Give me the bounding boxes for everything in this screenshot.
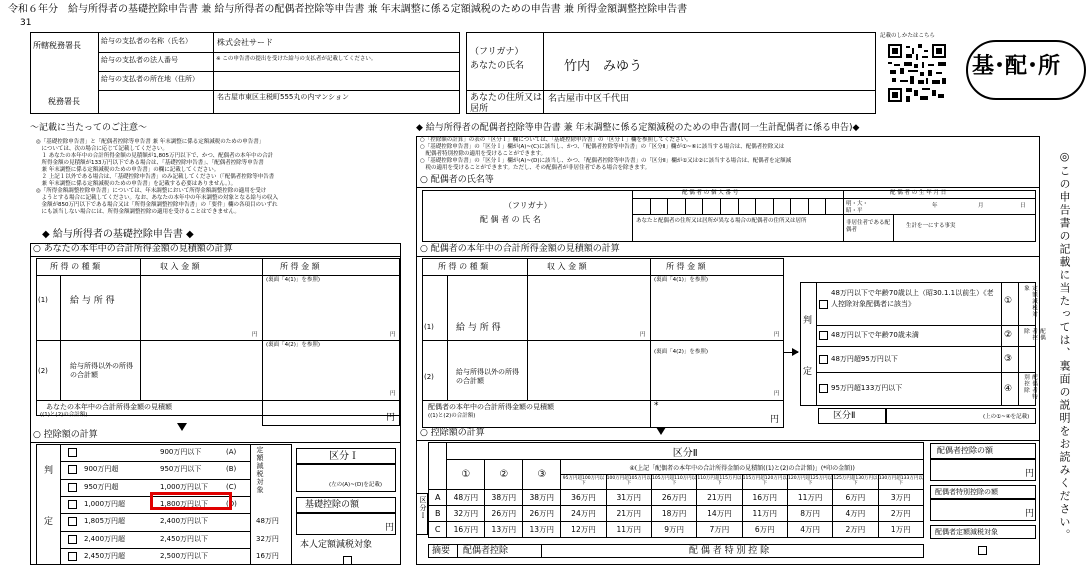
bracket-divider bbox=[60, 531, 250, 532]
arrow-down-icon bbox=[656, 427, 666, 435]
grid-cell: 1万円 bbox=[878, 522, 923, 538]
grid-cell: 14万円 bbox=[697, 506, 742, 522]
spouse-set: 定 bbox=[803, 367, 813, 377]
right-special-yen: 円 bbox=[1025, 509, 1035, 519]
spouse-col-amount: 所 得 金 額 bbox=[666, 262, 706, 271]
class2-note: (上の①~④を記載) bbox=[983, 414, 1030, 420]
self-flat-checkbox[interactable] bbox=[343, 556, 352, 565]
spouse-judge: 判 bbox=[803, 316, 813, 326]
note-line: ◎「所得金額調整控除申告書」については、年末調整において所得金額調整控除の適用を受け bbox=[36, 188, 267, 194]
class1-box[interactable] bbox=[296, 448, 396, 464]
bracket-mark: (B) bbox=[226, 465, 237, 473]
grid-row bbox=[429, 506, 924, 522]
mynumber-cell-divider bbox=[667, 198, 668, 214]
basic-deduct-title: ○ 控除額の計算 bbox=[33, 430, 98, 440]
side-flat-label: 定額減税対象 bbox=[1023, 285, 1037, 318]
class2-field[interactable] bbox=[886, 408, 1036, 424]
arrow-right-icon bbox=[792, 348, 799, 356]
grid-cell: 11万円 bbox=[606, 522, 651, 538]
basic-row2-num: (2) bbox=[38, 367, 48, 375]
bracket-low: 2,400万円超 bbox=[84, 535, 126, 543]
basic-total-field[interactable] bbox=[262, 400, 400, 426]
addr-diff-label: あなたと配偶者の住所又は居所が異なる場合の配偶者の住所又は居所 bbox=[636, 218, 807, 224]
grid-cell: 26万円 bbox=[651, 490, 696, 506]
spouse-note-line: ○「基礎控除申告書」の「区分Ｉ」欄が(A)~(D)に該当し、かつ、「配偶者控除等申告書」の「区分Ⅱ」欄が①又は②に該当する場合は、配偶者を定額減 bbox=[420, 158, 792, 164]
bracket-low: 2,450万円超 bbox=[84, 552, 126, 560]
note-line: 所得金額の見積額が133万円以下である場合は、「基礎控除申告書」、「配偶者控除等申告書 bbox=[36, 160, 264, 166]
grid-cell: 4万円 bbox=[787, 522, 832, 538]
bracket-low: 1,805万円超 bbox=[84, 517, 126, 525]
basic-row1-yen: 円 bbox=[390, 332, 396, 338]
bracket-mark: 48万円 bbox=[256, 517, 279, 525]
mynumber-header: 配 偶 者 の 個 人 番 号 bbox=[682, 190, 739, 196]
grid-cell: 2万円 bbox=[878, 506, 923, 522]
grid-cell: 2万円 bbox=[833, 522, 878, 538]
grid-subcol: 115万円超120万円以下 bbox=[742, 475, 787, 490]
grid-circle: ① bbox=[447, 460, 485, 490]
right-deduct-field[interactable] bbox=[930, 459, 1036, 481]
spouse-row2-label: 給与所得以外の所得の合計額 bbox=[456, 368, 519, 386]
cond4-mark: ④ bbox=[1004, 384, 1013, 394]
note-line: ２ 上記１以外である場合は、「基礎控除申告書」のみ記載してください（「配偶者控除等申告書 bbox=[36, 174, 275, 180]
right-flat-checkbox[interactable] bbox=[978, 546, 987, 555]
basic-row2-ref: (裏面「4(2)」を参照) bbox=[266, 342, 321, 348]
bracket-high: 1,800万円以下 bbox=[160, 500, 209, 508]
grid-subcol: 125万円超130万円以下 bbox=[833, 475, 878, 490]
bracket-divider bbox=[60, 548, 250, 549]
tax-office-label: 税務署長 bbox=[48, 97, 80, 106]
grid-cell: 11万円 bbox=[742, 506, 787, 522]
side-note: ◎この申告書の記載に当たっては、裏面の説明をお読みください。 bbox=[1058, 150, 1071, 542]
summary-label: 摘要 bbox=[432, 546, 451, 556]
grid-cell: 13万円 bbox=[485, 522, 523, 538]
spouse-furigana: （フリガナ） bbox=[504, 201, 552, 210]
grid-cell: 7万円 bbox=[697, 522, 742, 538]
bracket-high: 2,500万円以下 bbox=[160, 552, 209, 560]
spouse-row1-yen-income: 円 bbox=[640, 332, 646, 338]
bracket-mark: (D) bbox=[226, 500, 237, 508]
note-line: １ あなたの本年中の合計所得金額の見積額が1,805万円以下で、かつ、配偶者の本年中の合計 bbox=[36, 153, 274, 159]
grid-row-key: A bbox=[429, 490, 447, 506]
spouse-row2-yen: 円 bbox=[774, 391, 780, 397]
judge-label: 判 bbox=[44, 466, 54, 476]
summary-deduct: 配偶者控除 bbox=[463, 546, 509, 556]
bracket-low: 1,000万円超 bbox=[84, 500, 126, 508]
grid-cell: 48万円 bbox=[447, 490, 485, 506]
note-line: については、次の場合に応じて記載してください。 bbox=[36, 146, 168, 152]
grid-cell: 8万円 bbox=[787, 506, 832, 522]
class1-label: 区分Ｉ bbox=[329, 451, 359, 462]
cond3-checkbox[interactable] bbox=[819, 355, 828, 364]
day-label: 日 bbox=[1020, 203, 1026, 209]
mynumber-cell-divider bbox=[755, 198, 756, 214]
payer-addr-value[interactable]: 名古屋市東区主税町555丸の内マンション bbox=[217, 93, 350, 101]
grid-cell: 21万円 bbox=[606, 506, 651, 522]
payer-name-value[interactable]: 株式会社サード bbox=[217, 38, 273, 47]
grid-cell: 9万円 bbox=[651, 522, 696, 538]
bracket-checkbox[interactable] bbox=[68, 483, 77, 492]
grid-cell: 18万円 bbox=[651, 506, 696, 522]
qr-caption: 記載のしかたはこちら bbox=[880, 33, 936, 39]
grid-subcol: 110万円超115万円以下 bbox=[697, 475, 742, 490]
basic-col-kind: 所 得 の 種 類 bbox=[50, 262, 101, 271]
bracket-checkbox[interactable] bbox=[68, 552, 77, 561]
payer-name-label: 給与の支払者の名称（氏名） bbox=[101, 37, 192, 45]
spouse-section-title: ◆ 給与所得者の配偶者控除等申告書 兼 年末調整に係る定額減税のための申告書(同一生計配偶者に係る申告)◆ bbox=[416, 123, 860, 133]
right-deduct-header bbox=[930, 443, 1036, 459]
bracket-mark: 32万円 bbox=[256, 535, 279, 543]
spouse-total-yen: 円 bbox=[770, 415, 780, 425]
cond4-text: 95万円超133万円以下 bbox=[831, 384, 903, 392]
basic-amount-label: 基礎控除の額 bbox=[305, 500, 360, 510]
notes-title: ～記載に当たってのご注意～ bbox=[30, 123, 148, 133]
grid-cell: 4万円 bbox=[833, 506, 878, 522]
mynumber-cell-divider bbox=[773, 198, 774, 214]
grid-cell: 11万円 bbox=[787, 490, 832, 506]
spouse-name-label: 配 偶 者 の 氏 名 bbox=[480, 215, 541, 224]
bracket-mark: (C) bbox=[226, 483, 237, 491]
summary-row bbox=[428, 544, 924, 558]
grid-row-key: C bbox=[429, 522, 447, 538]
note-line: ようとする場合に記載してください。なお、あなたの本年中の年末調整の対象となる給与の収入 bbox=[36, 195, 279, 201]
grid-circle: ② bbox=[485, 460, 523, 490]
spouse-row1-label: 給 与 所 得 bbox=[456, 323, 501, 333]
bracket-checkbox[interactable] bbox=[68, 465, 77, 474]
bracket-mark: (A) bbox=[226, 448, 237, 456]
grid-cell: 31万円 bbox=[606, 490, 651, 506]
grid-cell: 26万円 bbox=[523, 506, 561, 522]
class2-box[interactable] bbox=[818, 408, 886, 424]
office-label: 所轄税務署長 bbox=[33, 41, 81, 50]
year-label: 年 bbox=[932, 203, 938, 209]
grid-cell: 38万円 bbox=[485, 490, 523, 506]
bracket-checkbox[interactable] bbox=[68, 448, 77, 457]
spouse-note-line: 税の適用を受けることができます。ただし、その配偶者が非居住者である場合を除きます。 bbox=[420, 165, 651, 171]
summary-special: 配 偶 者 特 別 控 除 bbox=[689, 546, 770, 556]
mynumber-cell-divider bbox=[808, 198, 809, 214]
right-flat-label: 配偶者定額減税対象 bbox=[935, 528, 998, 536]
grid-subcol: 130万円超133万円以下 bbox=[878, 475, 923, 490]
grid-subcol: 100万円超105万円以下 bbox=[606, 475, 651, 490]
name-value[interactable]: 竹内 みゆう bbox=[564, 59, 643, 74]
grid-subcol: 95万円超100万円以下 bbox=[561, 475, 606, 490]
basic-col-amount: 所 得 金 額 bbox=[280, 262, 320, 271]
bracket-high: 2,450万円以下 bbox=[160, 535, 209, 543]
right-special-header bbox=[930, 485, 1036, 499]
set-label: 定 bbox=[44, 517, 54, 527]
class1-field[interactable] bbox=[296, 464, 396, 492]
furigana-label: （フリガナ） bbox=[470, 47, 524, 57]
basic-section-title: ◆ 給与所得者の基礎控除申告書 ◆ bbox=[42, 229, 194, 240]
bracket-divider bbox=[60, 479, 250, 480]
spouse-note-line: ○「控除額の計算」の表の「区分Ｉ」欄については、「基礎控除申告書」の「区分Ｉ」欄を参照してください。 bbox=[420, 137, 692, 143]
payer-corp-label: 給与の支払者の法人番号 bbox=[101, 56, 178, 64]
basic-total-label: あなたの本年中の合計所得金額の見積額 bbox=[46, 403, 172, 411]
note-line: 兼 年末調整に係る定額減税のための申告書」を記載する必要はありません。）。 bbox=[36, 181, 237, 187]
spouse-row2-ref: (裏面「4(2)」を参照) bbox=[654, 349, 709, 355]
spouse-note-line: 配偶者特別控除の適用を受けることができます。 bbox=[420, 151, 547, 157]
cond1-text: 48万円以下で年齢70歳以上（昭30.1.1以前生）《老人控除対象配偶者に該当》 bbox=[831, 289, 994, 308]
basic-row1-label: 給 与 所 得 bbox=[70, 296, 115, 306]
right-deduct-yen: 円 bbox=[1025, 469, 1035, 479]
bracket-divider bbox=[60, 461, 250, 462]
basic-row2-label: 給与所得以外の所得の合計額 bbox=[70, 362, 133, 380]
spouse-deduction-grid bbox=[428, 442, 924, 538]
bracket-high: 2,400万円以下 bbox=[160, 517, 209, 525]
grid-row-key: B bbox=[429, 506, 447, 522]
form-type-stamp bbox=[966, 40, 1086, 100]
grid-row bbox=[429, 490, 924, 506]
form-type-label: 基･配･所 bbox=[972, 54, 1061, 79]
basic-total-sub: ((1)と(2)の合計額) bbox=[40, 412, 88, 418]
basic-calc-title: ○ あなたの本年中の合計所得金額の見積額の計算 bbox=[33, 244, 233, 254]
basic-amount-yen: 円 bbox=[385, 523, 395, 533]
livelihood-label: 生計を一にする事実 bbox=[906, 223, 956, 229]
right-flat-header bbox=[930, 525, 1036, 539]
bracket-checkbox[interactable] bbox=[68, 535, 77, 544]
side-special-label: 配偶者特別控除 bbox=[1023, 374, 1037, 400]
grid-cell: 21万円 bbox=[697, 490, 742, 506]
grid-circle: ③ bbox=[523, 460, 561, 490]
spouse-grid-side bbox=[416, 442, 428, 563]
arrow-down-icon bbox=[177, 423, 187, 431]
mynumber-cell-divider bbox=[825, 198, 826, 214]
form-title: 令和６年分 給与所得者の基礎控除申告書 兼 給与所得者の配偶者控除等申告書 兼 年末調整に係る定額減税のための申告書 兼 所得金額調整控除申告書 bbox=[8, 4, 688, 15]
cond2-text: 48万円以下で年齢70歳未満 bbox=[831, 331, 919, 339]
spouse-grid-side-label: 区分Ｉ bbox=[419, 496, 427, 520]
grid-cell: 32万円 bbox=[447, 506, 485, 522]
spouse-row1-num: (1) bbox=[424, 323, 434, 331]
cond2-mark: ② bbox=[1004, 330, 1013, 340]
grid-cell: 16万円 bbox=[447, 522, 485, 538]
addr-label: あなたの住所又は居所 bbox=[470, 93, 543, 114]
spouse-deduct-title: ○ 控除額の計算 bbox=[420, 428, 485, 438]
grid-cell: 12万円 bbox=[561, 522, 606, 538]
grid-cell: 6万円 bbox=[742, 522, 787, 538]
bracket-checkbox[interactable] bbox=[68, 517, 77, 526]
note-line: 兼 年末調整に係る定額減税のための申告書」の欄に記載してください。 bbox=[36, 167, 220, 173]
grid-subcol: 105万円超110万円以下 bbox=[651, 475, 696, 490]
basic-row1-yen-income: 円 bbox=[252, 332, 258, 338]
grid-row bbox=[429, 522, 924, 538]
highlight-box bbox=[150, 492, 232, 510]
basic-row1-num: (1) bbox=[38, 296, 48, 304]
payer-corp-note: ※ この申告書の提出を受けた給与の支払者が記載してください。 bbox=[216, 56, 377, 62]
nonres-label: 非居住者である配偶者 bbox=[846, 220, 891, 234]
grid-cell: 36万円 bbox=[561, 490, 606, 506]
basic-row2-yen: 円 bbox=[390, 391, 396, 397]
mynumber-cell-divider bbox=[702, 198, 703, 214]
page-number: 31 bbox=[20, 18, 32, 28]
note-line: 金額が850万円以下である場合又は「所得金額調整控除申告書」の「要件」欄の各項目のいずれ bbox=[36, 202, 278, 208]
month-label: 月 bbox=[978, 203, 984, 209]
basic-col-income: 収 入 金 額 bbox=[160, 262, 200, 271]
cond1-checkbox[interactable] bbox=[819, 300, 828, 309]
grid-cell: 16万円 bbox=[742, 490, 787, 506]
self-flat-label: 本人定額減税対象 bbox=[300, 540, 373, 550]
spouse-total-sub: ((1)と(2)の合計額) bbox=[428, 413, 476, 419]
name-label: あなたの氏名 bbox=[470, 61, 525, 71]
bracket-high: 1,000万円以下 bbox=[160, 483, 209, 491]
basic-amount-header bbox=[296, 497, 396, 513]
grid-corner bbox=[429, 443, 447, 490]
bracket-mark: 16万円 bbox=[256, 552, 279, 560]
basic-total-yen: 円 bbox=[386, 413, 396, 423]
grid-cell: 13万円 bbox=[523, 522, 561, 538]
grid-cell: 6万円 bbox=[833, 490, 878, 506]
cond1-mark: ① bbox=[1004, 296, 1013, 306]
grid-cell: 38万円 bbox=[523, 490, 561, 506]
spouse-row1-ref: (裏面「4(1)」を参照) bbox=[654, 277, 709, 283]
note-line: にも該当しない場合には、所得金額調整控除の適用を受けることはできません。 bbox=[36, 209, 240, 215]
cond3-text: 48万円超95万円以下 bbox=[831, 355, 898, 363]
grid-cell: 24万円 bbox=[561, 506, 606, 522]
birth-header: 配 偶 者 の 生 年 月 日 bbox=[890, 190, 947, 196]
addr-value[interactable]: 名古屋市中区千代田 bbox=[548, 94, 630, 104]
mynumber-cell-divider bbox=[720, 198, 721, 214]
basic-amount-field[interactable] bbox=[296, 513, 396, 535]
spouse-col-kind: 所 得 の 種 類 bbox=[438, 262, 489, 271]
cond2-checkbox[interactable] bbox=[819, 331, 828, 340]
grid-subcol: 120万円超125万円以下 bbox=[787, 475, 832, 490]
mynumber-cell-divider bbox=[790, 198, 791, 214]
bracket-high: 950万円以下 bbox=[160, 465, 202, 473]
basic-row1-ref: (裏面「4(1)」を参照) bbox=[266, 277, 321, 283]
flat-reduction-label: 定額減税対象 bbox=[256, 446, 264, 494]
bracket-high: 900万円以下 bbox=[160, 448, 202, 456]
grid-cell: 3万円 bbox=[878, 490, 923, 506]
mynumber-cell-divider bbox=[685, 198, 686, 214]
cond4-checkbox[interactable] bbox=[819, 384, 828, 393]
class2-label: 区分Ⅱ bbox=[833, 411, 856, 421]
grid-cell: 26万円 bbox=[485, 506, 523, 522]
cond3-mark: ③ bbox=[1004, 354, 1013, 364]
side-deduct-label: 配偶者控除 bbox=[1023, 328, 1045, 341]
class1-note: (左の(A)~(D)を記載) bbox=[329, 482, 382, 488]
right-deduct-label: 配偶者控除の額 bbox=[937, 446, 993, 455]
bracket-divider bbox=[60, 513, 250, 514]
era-label: 明・大・昭・平 bbox=[846, 201, 869, 214]
spouse-row2-num: (2) bbox=[424, 373, 434, 381]
bracket-low: 900万円超 bbox=[84, 465, 119, 473]
bracket-low: 950万円超 bbox=[84, 483, 119, 491]
bracket-checkbox[interactable] bbox=[68, 500, 77, 509]
spouse-name-section: ○ 配偶者の氏名等 bbox=[420, 175, 494, 185]
mynumber-cell-divider bbox=[650, 198, 651, 214]
right-special-label: 配偶者特別控除の額 bbox=[935, 488, 998, 496]
spouse-total-label: 配偶者の本年中の合計所得金額の見積額 bbox=[428, 403, 554, 411]
spouse-row1-yen: 円 bbox=[774, 332, 780, 338]
basic-income-table bbox=[36, 258, 400, 416]
right-special-field[interactable] bbox=[930, 499, 1036, 521]
mynumber-cell-divider bbox=[738, 198, 739, 214]
spouse-note-line: ○「基礎控除申告書」の「区分Ｉ」欄が(A)~(C)に該当し、かつ、「配偶者控除等申告書」の「区分Ⅱ」欄が①~⑥に該当する場合は、配偶者控除又は bbox=[420, 144, 785, 150]
qr-code-icon[interactable] bbox=[888, 44, 946, 102]
grid-header: 区分Ⅱ bbox=[447, 443, 924, 460]
spouse-total-star: * bbox=[654, 401, 659, 411]
spouse-col-income: 収 入 金 額 bbox=[547, 262, 587, 271]
payer-addr-label: 給与の支払者の所在地（住所） bbox=[101, 75, 199, 83]
spouse-calc-title: ○ 配偶者の本年中の合計所得金額の見積額の計算 bbox=[420, 244, 620, 254]
grid-col4: ④(上記「配偶者の本年中の合計所得金額の見積額((1)と(2)の合計額)」(*印の金額)) bbox=[561, 460, 924, 475]
note-line: ◎「基礎控除申告書」と「配偶者控除等申告書 兼 年末調整に係る定額減税のための申告書」 bbox=[36, 139, 265, 145]
